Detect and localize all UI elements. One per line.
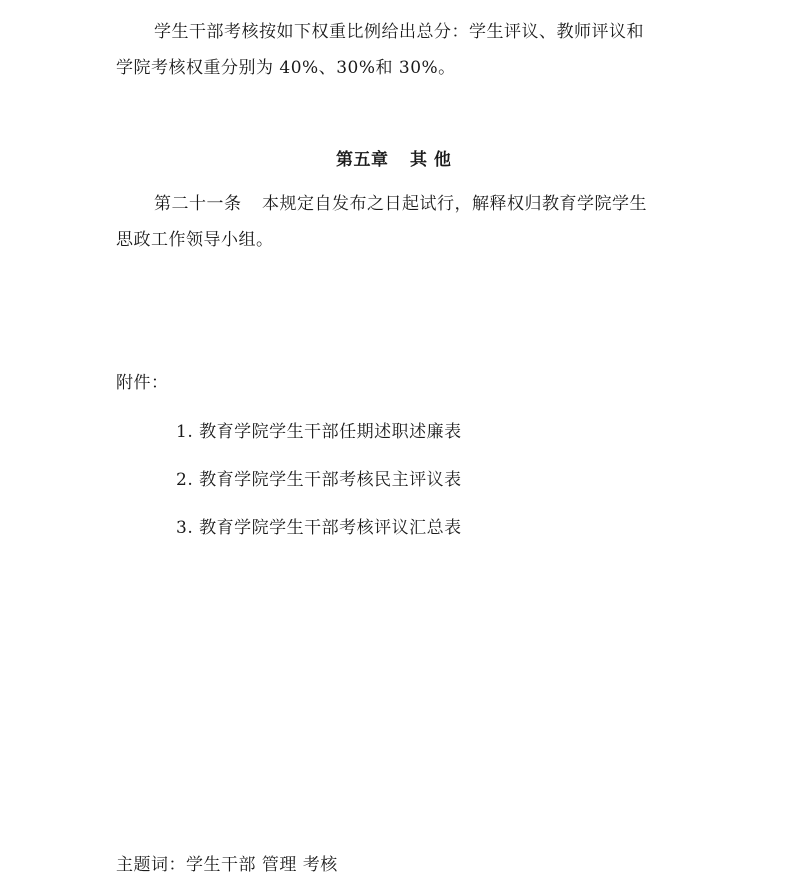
chapter-number: 第五章 [336,150,389,170]
article-number: 第二十一条 [154,194,242,214]
scoring-paragraph-line-2: 学院考核权重分别为 40%、30%和 30%。 [116,58,456,78]
attachment-item: 3. 教育学院学生干部考核评议汇总表 [176,518,462,538]
attachment-item: 1. 教育学院学生干部任期述职述廉表 [176,422,462,442]
scoring-paragraph-line-1: 学生干部考核按如下权重比例给出总分：学生评议、教师评议和 [154,22,644,42]
article-text-line-1: 本规定自发布之日起试行，解释权归教育学院学生 [262,194,647,214]
attachments-label: 附件： [116,373,169,393]
article-text-line-2: 思政工作领导小组。 [116,230,274,250]
chapter-title: 其 他 [410,150,452,170]
attachment-item: 2. 教育学院学生干部考核民主评议表 [176,470,462,490]
subject-keywords: 主题词：学生干部 管理 考核 [116,855,338,875]
